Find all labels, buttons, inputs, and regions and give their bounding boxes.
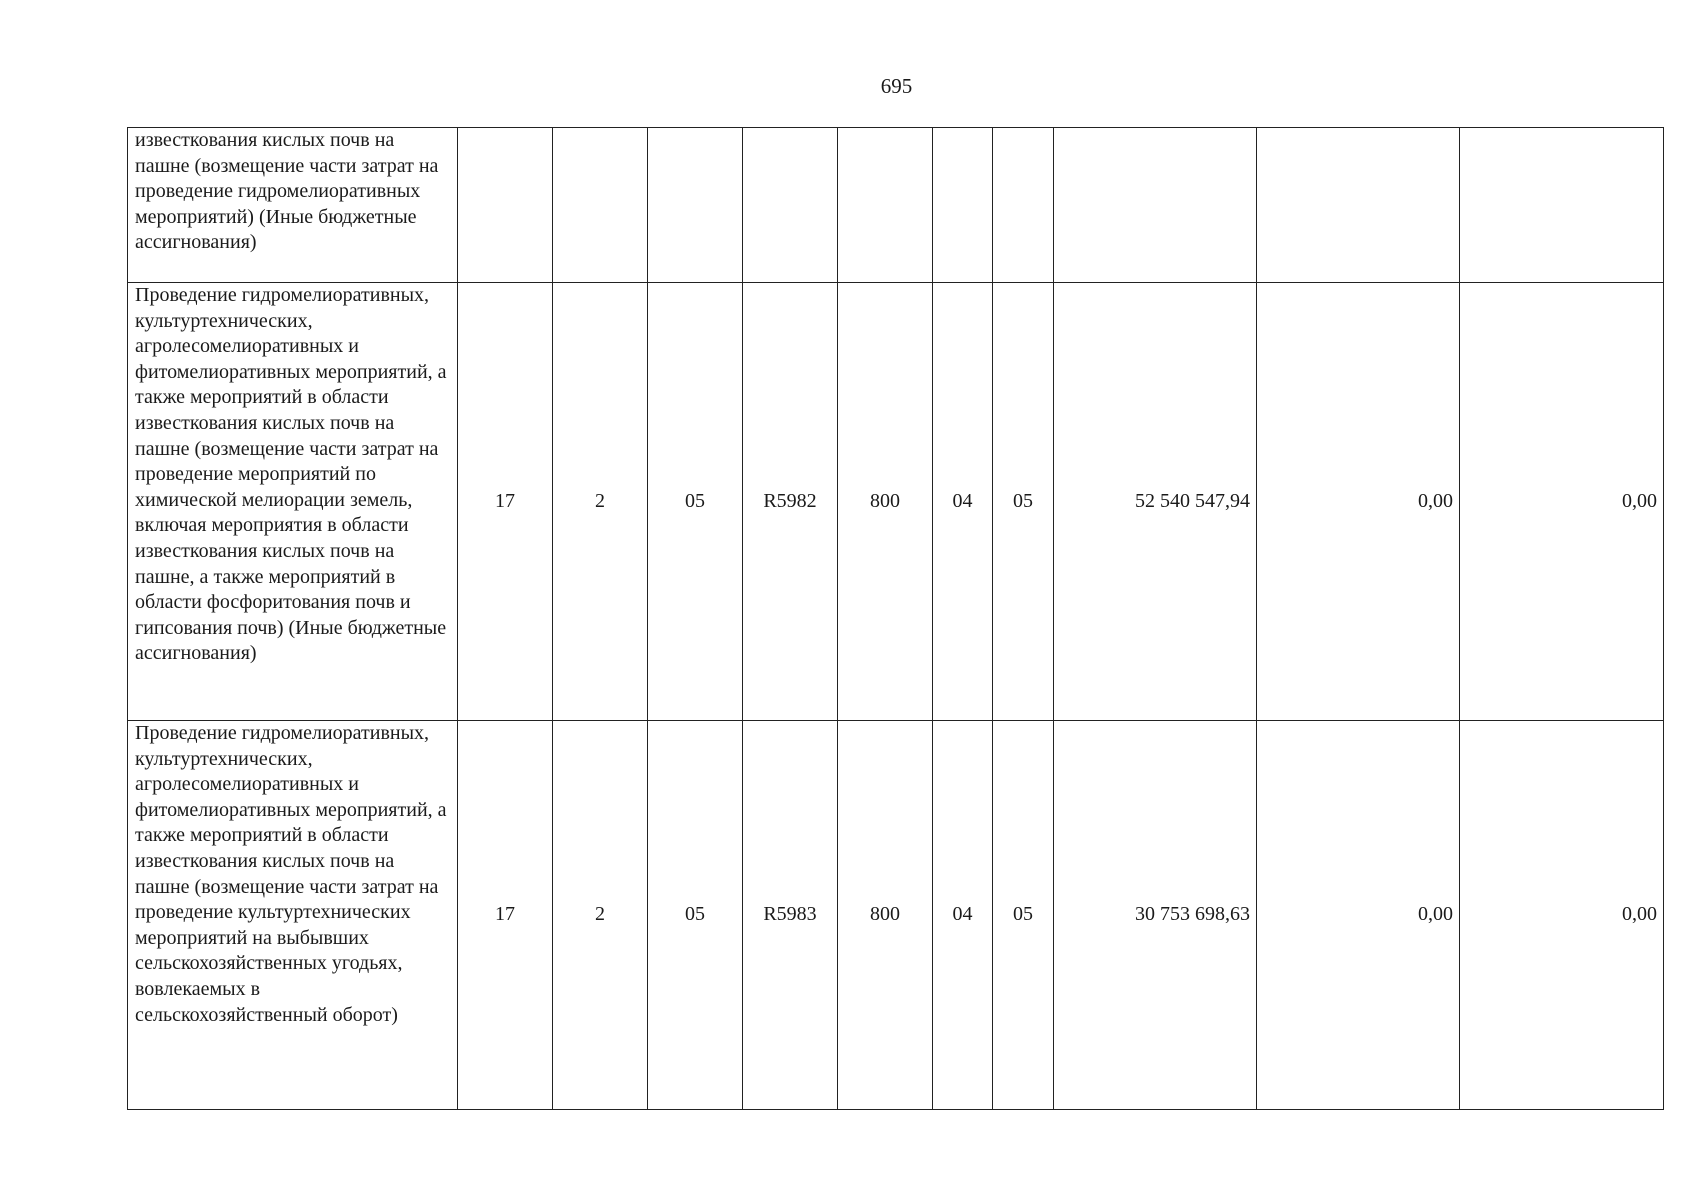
program-code [458,128,553,283]
table-row [128,283,1664,721]
amount-year-2: 0,00 [1257,283,1460,721]
expense-type-code [838,128,933,283]
subsection-code [993,128,1054,283]
subprogram-code: 2 [553,721,648,1110]
section-code: 04 [933,283,993,721]
amount-year-2: 0,00 [1257,721,1460,1110]
row-description: известкования кислых почв на пашне (возмещение части затрат на проведение гидромелиоративных мероприятий) (Иные бюджетные ассигнования) [128,128,458,283]
amount-year-2 [1257,128,1460,283]
subprogram-code: 2 [553,283,648,721]
activity-code: 05 [648,721,743,1110]
activity-code: 05 [648,283,743,721]
section-code [933,128,993,283]
table-row [128,128,1664,283]
expense-type-code: 800 [838,283,933,721]
amount-year-3: 0,00 [1460,283,1664,721]
direction-code [743,128,838,283]
table-row [128,721,1664,1110]
row-description: Проведение гидромелиоративных, культуртехнических, агролесомелиоративных и фитомелиоративных мероприятий, а также мероприятий в области известкования кислых почв на пашне (возмещение части затрат на проведение мероприятий по химической мелиорации земель, включая мероприятия в области известкования кислых почв на пашне, а также мероприятий в области фосфоритования почв и гипсования почв) (Иные бюджетные ассигнования) [128,283,458,721]
row-description: Проведение гидромелиоративных, культуртехнических, агролесомелиоративных и фитомелиоративных мероприятий, а также мероприятий в области известкования кислых почв на пашне (возмещение части затрат на проведение культуртехнических мероприятий на выбывших сельскохозяйственных угодьях, вовлекаемых в сельскохозяйственный оборот) [128,721,458,1110]
section-code: 04 [933,721,993,1110]
direction-code: R5983 [743,721,838,1110]
subsection-code: 05 [993,721,1054,1110]
amount-year-1: 52 540 547,94 [1054,283,1257,721]
page-number: 695 [880,74,913,98]
subsection-code: 05 [993,283,1054,721]
expense-type-code: 800 [838,721,933,1110]
budget-table [127,127,1664,1110]
subprogram-code [553,128,648,283]
direction-code: R5982 [743,283,838,721]
amount-year-3 [1460,128,1664,283]
activity-code [648,128,743,283]
amount-year-3: 0,00 [1460,721,1664,1110]
amount-year-1 [1054,128,1257,283]
program-code: 17 [458,283,553,721]
program-code: 17 [458,721,553,1110]
amount-year-1: 30 753 698,63 [1054,721,1257,1110]
